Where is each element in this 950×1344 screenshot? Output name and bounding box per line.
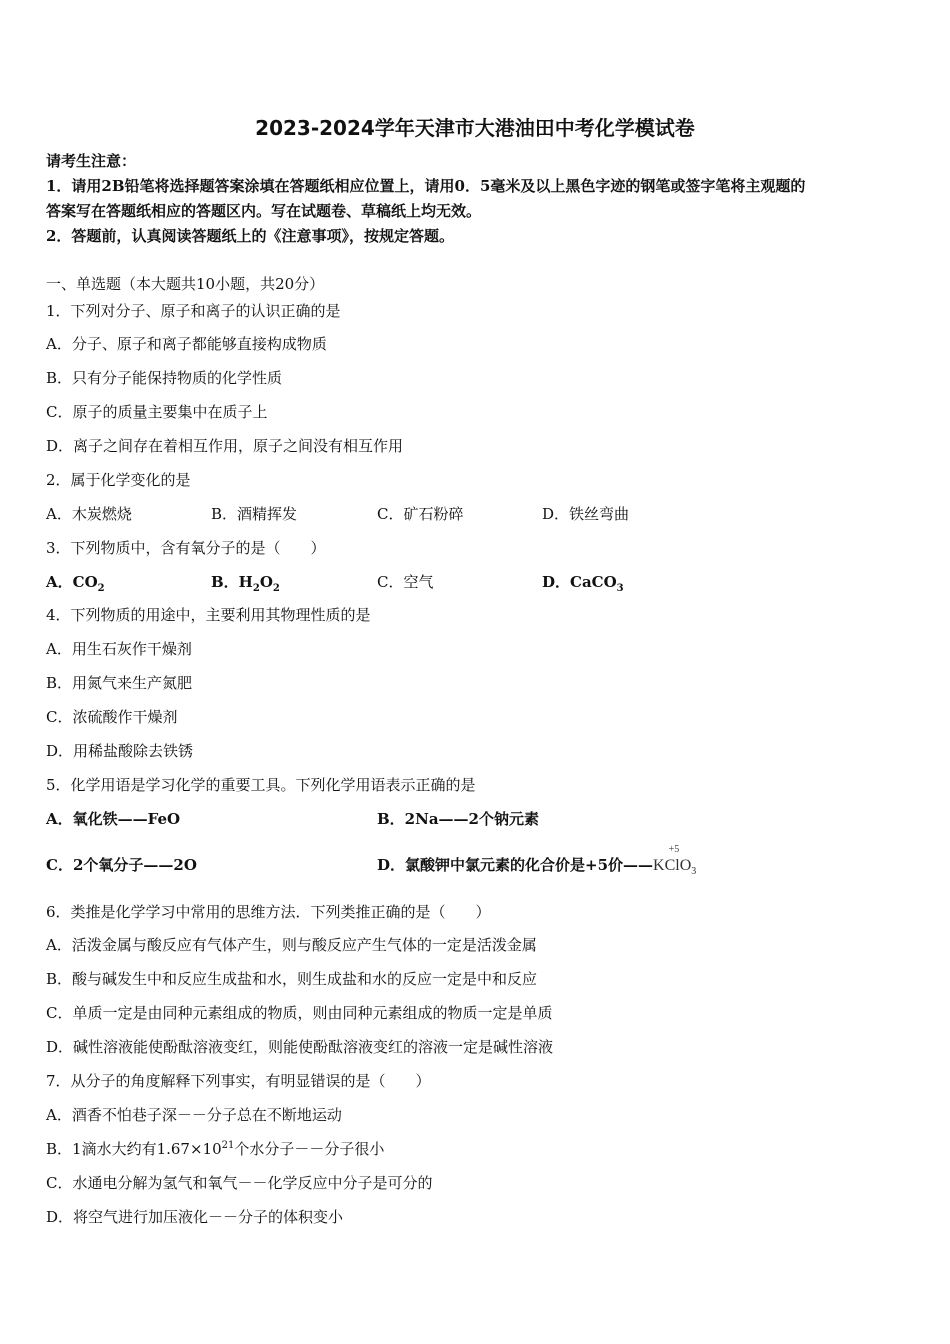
q4-option-d: D．用稀盐酸除去铁锈 (46, 742, 194, 760)
q6-stem: 6．类推是化学学习中常用的思维方法．下列类推正确的是（ ） (46, 903, 491, 921)
notice-line-2: 答案写在答题纸相应的答题区内。写在试题卷、草稿纸上均无效。 (46, 202, 482, 220)
section-heading: 一、单选题（本大题共10小题，共20分） (46, 275, 325, 293)
q4-option-a: A．用生石灰作干燥剂 (46, 640, 192, 658)
q2-option-d: D．铁丝弯曲 (542, 505, 630, 523)
q1-stem: 1．下列对分子、原子和离子的认识正确的是 (46, 302, 341, 320)
exam-title: 2023-2024学年天津市大港油田中考化学模试卷 (255, 116, 695, 140)
q4-option-c: C．浓硫酸作干燥剂 (46, 708, 178, 726)
q3-stem: 3．下列物质中，含有氧分子的是（ ） (46, 539, 326, 557)
notice-line-1: 1．请用2B铅笔将选择题答案涂填在答题纸相应位置上，请用0．5毫米及以上黑色字迹的钢笔或签字笔将主观题的 (46, 177, 806, 195)
valence-mark: +5 (668, 844, 680, 855)
q2-option-a: A．木炭燃烧 (46, 505, 132, 523)
q5-option-d: D．氯酸钾中氯元素的化合价是+5价——K +5 ClO$_3$ (377, 854, 696, 877)
q5-option-b: B．2Na——2个钠元素 (377, 810, 539, 828)
q3-option-a: A．$CO_2$ (46, 573, 105, 594)
q1-option-d: D．离子之间存在着相互作用，原子之间没有相互作用 (46, 437, 404, 455)
q1-option-c: C．原子的质量主要集中在质子上 (46, 403, 268, 421)
q2-option-b: B．酒精挥发 (211, 505, 298, 523)
notice-heading: 请考生注意： (46, 152, 137, 170)
q1-option-b: B．只有分子能保持物质的化学性质 (46, 369, 283, 387)
q6-option-c: C．单质一定是由同种元素组成的物质，则由同种元素组成的物质一定是单质 (46, 1004, 553, 1022)
q6-option-a: A．活泼金属与酸反应有气体产生，则与酸反应产生气体的一定是活泼金属 (46, 936, 537, 954)
q6-option-d: D．碱性溶液能使酚酞溶液变红，则能使酚酞溶液变红的溶液一定是碱性溶液 (46, 1038, 554, 1056)
q3-option-d: D．CaCO$_3$ (542, 573, 624, 594)
q4-option-b: B．用氮气来生产氮肥 (46, 674, 193, 692)
q6-option-b: B．酸与碱发生中和反应生成盐和水，则生成盐和水的反应一定是中和反应 (46, 970, 538, 988)
q5-stem: 5．化学用语是学习化学的重要工具。下列化学用语表示正确的是 (46, 776, 476, 794)
q3-option-b: B．$H_2O_2$ (211, 573, 280, 594)
q7-option-c: C．水通电分解为氢气和氧气－－化学反应中分子是可分的 (46, 1174, 433, 1192)
kclo3-formula: K +5 ClO$_3$ (653, 857, 696, 874)
q2-stem: 2．属于化学变化的是 (46, 471, 191, 489)
q7-stem: 7．从分子的角度解释下列事实，有明显错误的是（ ） (46, 1072, 431, 1090)
q5-option-c: C．2个氧分子——2O (46, 856, 197, 874)
q3-option-c: C．空气 (377, 573, 434, 591)
q7-option-a: A．酒香不怕巷子深－－分子总在不断地运动 (46, 1106, 342, 1124)
q2-option-c: C．矿石粉碎 (377, 505, 464, 523)
notice-line-3: 2．答题前，认真阅读答题纸上的《注意事项》，按规定答题。 (46, 227, 454, 245)
q1-option-a: A．分子、原子和离子都能够直接构成物质 (46, 335, 327, 353)
q5-option-a: A．氧化铁——FeO (46, 810, 181, 828)
q7-option-d: D．将空气进行加压液化－－分子的体积变小 (46, 1208, 344, 1226)
q4-stem: 4．下列物质的用途中，主要利用其物理性质的是 (46, 606, 371, 624)
q7-option-b: B．1滴水大约有$1.67\times 10^{21}$个水分子－－分子很小 (46, 1140, 385, 1158)
